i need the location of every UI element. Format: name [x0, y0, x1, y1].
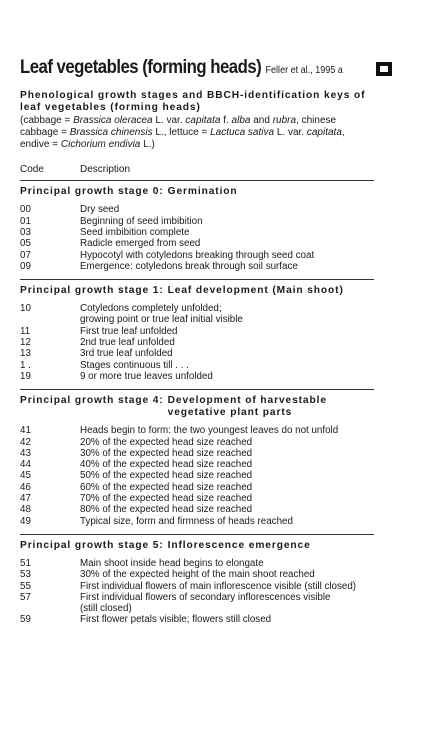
table-row: [20, 459, 374, 470]
stage-description: Heads begin to form: the two youngest leaves do not unfold: [80, 425, 339, 437]
intro-species: Brassica oleracea: [73, 115, 153, 126]
table-row: [20, 303, 374, 326]
stage-code: 47: [20, 493, 31, 505]
stage-code: 10: [20, 303, 31, 315]
stage-description: Beginning of seed imbibition: [80, 215, 203, 227]
stage-description: Radicle emerged from seed: [80, 238, 201, 250]
table-row: [20, 614, 374, 625]
stage-code: 41: [20, 425, 31, 437]
stage-code: 13: [20, 348, 31, 360]
header: [20, 56, 374, 81]
stage-code: 48: [20, 504, 31, 516]
stage-heading-title: Germination: [167, 186, 238, 198]
intro-species: Brassica chinensis: [69, 126, 153, 138]
stage-code: 44: [20, 459, 31, 471]
table-row: [20, 558, 374, 569]
stage-description: 40% of the expected head size reached: [80, 459, 253, 471]
table-row: [20, 326, 374, 337]
stage-code: 05: [20, 238, 31, 250]
stage-code: 43: [20, 447, 31, 459]
stage-heading-lead: Principal growth stage 0:: [20, 186, 164, 198]
stage-code: 51: [20, 557, 31, 569]
species-intro: [20, 115, 374, 150]
stage-code: 19: [20, 370, 31, 382]
stage-description: First individual flowers of main inflorescence visible (still closed): [80, 580, 357, 592]
intro-species: capitata: [185, 115, 221, 126]
table-row: [20, 360, 374, 371]
stage-description: 80% of the expected head size reached: [80, 504, 253, 516]
table-row: [20, 437, 374, 448]
stage-code: 07: [20, 249, 31, 261]
table-row: [20, 569, 374, 580]
stage-description: Main shoot inside head begins to elongate: [80, 557, 264, 569]
growth-stage-section: [20, 540, 374, 633]
stage-code: 46: [20, 481, 31, 493]
stage-description: 60% of the expected head size reached: [80, 481, 253, 493]
growth-stage-section: [20, 285, 374, 390]
page-title: [20, 56, 343, 81]
intro-text: and: [250, 115, 273, 126]
intro-text: f.: [220, 115, 232, 126]
stage-heading: [20, 540, 374, 558]
intro-text: L. var.: [274, 126, 307, 138]
intro-species: Cichorium endivia: [60, 138, 141, 150]
stage-heading: [20, 285, 374, 303]
table-header: [20, 164, 374, 181]
intro-text: (cabbage =: [20, 115, 74, 126]
table-row: [20, 261, 374, 272]
intro-species: rubra: [272, 115, 297, 126]
table-row: [20, 581, 374, 592]
stage-code: 12: [20, 337, 31, 349]
stage-code: 1 .: [20, 359, 31, 371]
growth-stage-section: [20, 395, 374, 535]
document-page: [20, 56, 374, 633]
stage-description: 50% of the expected head size reached: [80, 470, 253, 482]
page-title-text: Leaf vegetables (forming heads): [20, 56, 262, 78]
intro-text: L. var.: [152, 115, 186, 126]
stage-code: 09: [20, 260, 31, 272]
stage-code: 01: [20, 215, 31, 227]
stage-description: Seed imbibition complete: [80, 226, 190, 238]
intro-text: , endive =: [20, 126, 345, 150]
stage-code: 55: [20, 580, 31, 592]
stage-description: Emergence: cotyledons break through soil surface: [80, 260, 298, 272]
table-row: [20, 425, 374, 436]
table-row: [20, 371, 374, 382]
table-row: [20, 516, 374, 527]
table-row: [20, 504, 374, 515]
stage-description: Dry seed: [80, 204, 120, 216]
table-row: [20, 448, 374, 459]
table-row: [20, 493, 374, 504]
table-row: [20, 250, 374, 261]
table-row: [20, 470, 374, 481]
reference-citation: Feller et al., 1995 a: [265, 64, 343, 76]
table-row: [20, 204, 374, 215]
stage-code: 11: [20, 325, 31, 337]
stage-description: 9 or more true leaves unfolded: [80, 370, 213, 382]
stage-code: 42: [20, 436, 31, 448]
stage-heading-lead: Principal growth stage 4:: [20, 395, 164, 407]
stage-description: First true leaf unfolded: [80, 325, 178, 337]
stage-description: First flower petals visible; flowers still closed: [80, 614, 272, 626]
stage-code: 03: [20, 226, 31, 238]
stage-heading-title: Leaf development (Main shoot): [167, 285, 344, 297]
intro-species: Lactuca sativa: [210, 126, 275, 138]
document-subtitle: Phenological growth stages and BBCH-identification keys of leaf vegetables (forming heads): [20, 90, 366, 113]
stage-heading-lead: Principal growth stage 5:: [20, 539, 164, 551]
stage-heading: [20, 395, 374, 425]
table-row: [20, 482, 374, 493]
stage-description: 30% of the expected height of the main shoot reached: [80, 569, 315, 581]
stage-code: 53: [20, 569, 31, 581]
stage-description: 30% of the expected head size reached: [80, 447, 253, 459]
table-row: [20, 348, 374, 359]
stage-code: 00: [20, 204, 31, 216]
stage-description: Typical size, form and firmness of heads reached: [80, 515, 293, 527]
stage-description: 70% of the expected head size reached: [80, 493, 253, 505]
stage-heading-lead: Principal growth stage 1:: [20, 285, 164, 297]
stage-description: Stages continuous till . . .: [80, 359, 189, 371]
stage-description: 3rd true leaf unfolded: [80, 348, 173, 360]
stage-description: First individual flowers of secondary inflorescences visible (still closed): [80, 591, 331, 615]
stage-description: 20% of the expected head size reached: [80, 436, 253, 448]
table-row: [20, 592, 374, 615]
table-row: [20, 238, 374, 249]
stage-code: 59: [20, 614, 31, 626]
intro-text: L., lettuce =: [152, 126, 211, 138]
stage-code: 45: [20, 470, 31, 482]
stage-description: Hypocotyl with cotyledons breaking through seed coat: [80, 249, 315, 261]
intro-text: L.): [140, 138, 155, 150]
table-row: [20, 216, 374, 227]
table-row: [20, 227, 374, 238]
stage-description: 2nd true leaf unfolded: [80, 337, 175, 349]
table-row: [20, 337, 374, 348]
stage-heading: [20, 186, 374, 204]
stage-description: Cotyledons completely unfolded; growing point or true leaf initial visible: [80, 303, 243, 326]
growth-stage-section: [20, 186, 374, 280]
column-header-description: Description: [80, 164, 131, 176]
intro-text: , chinese cabbage =: [20, 115, 337, 138]
stages-list: [20, 186, 374, 632]
stage-heading-title: Inflorescence emergence: [167, 539, 311, 551]
intro-species: capitata: [306, 126, 342, 138]
stage-heading-title: Development of harvestable vegetative plant parts: [167, 395, 327, 419]
stage-code: 57: [20, 591, 31, 603]
section-marker-icon: [376, 62, 392, 76]
stage-code: 49: [20, 515, 31, 527]
column-header-code: Code: [20, 164, 44, 176]
intro-species: alba: [231, 115, 251, 126]
